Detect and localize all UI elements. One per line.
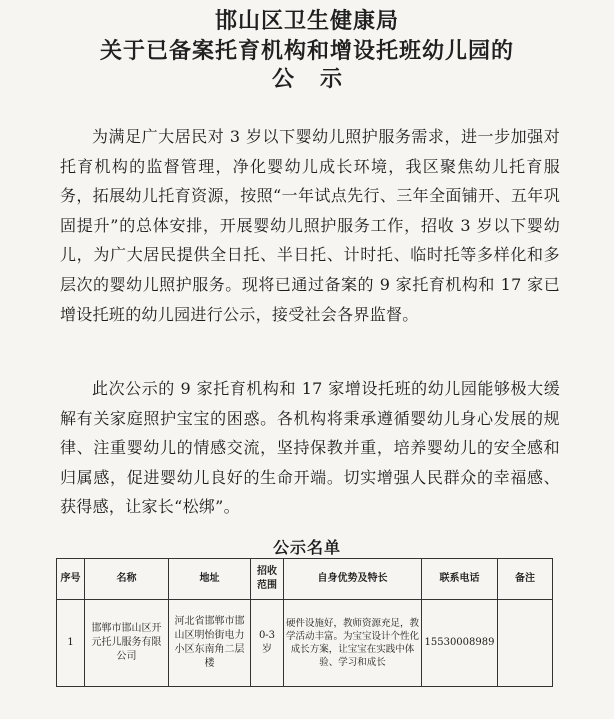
body-paragraph-2: 此次公示的 9 家托育机构和 17 家增设托班的幼儿园能够极大缓解有关家庭照护宝宝的困惑。各机构将秉承遵循婴幼儿身心发展的规律、注重婴幼儿的情感交流，坚持保教并重，培养婴幼儿的安全感和归属感，促进婴幼儿良好的生命开端。切实增强人民群众的幸福感、获得感，让家长“松绑”。 — [60, 379, 560, 517]
header-address: 地址 — [169, 559, 251, 600]
header-seq: 序号 — [57, 559, 85, 600]
list-title: 公示名单 — [272, 538, 341, 557]
header-remark: 备注 — [498, 559, 553, 600]
notice-title: 关于已备案托育机构和增设托班幼儿园的 — [99, 39, 514, 64]
cell-name: 邯郸市邯山区开元托儿服务有限公司 — [85, 600, 169, 687]
cell-features: 硬件设施好，教师资源充足，教学活动丰富。为宝宝设计个性化成长方案，让宝宝在实践中体验、学习和成长 — [284, 600, 422, 687]
table-row — [57, 600, 553, 687]
cell-seq: 1 — [57, 600, 85, 687]
header-name: 名称 — [85, 559, 169, 600]
header-phone: 联系电话 — [422, 559, 498, 600]
body-paragraph-1: 为满足广大居民对 3 岁以下婴幼儿照护服务需求，进一步加强对托育机构的监督管理，净化婴幼儿成长环境，我区聚焦幼儿托育服务，拓展幼儿托育资源，按照“一年试点先行、三年全面铺开、五年巩固提升”的总体安排，开展婴幼儿照护服务工作，招收 3 岁以下婴幼儿，为广大居民提供全日托、半日托、计时托、临时托等多样化和多层次的婴幼儿照护服务。现将已通过备案的 9 家托育机构和 17 家已增设托班的幼儿园进行公示，接受社会各界监督。 — [60, 127, 560, 324]
cell-phone: 15530008989 — [422, 600, 498, 687]
issuer-title: 邯山区卫生健康局 — [214, 9, 399, 34]
notice-title-suffix: 公示 — [271, 67, 368, 92]
cell-remark — [498, 600, 553, 687]
table-header-row — [57, 559, 553, 600]
header-features: 自身优势及特长 — [284, 559, 422, 600]
cell-range: 0-3 岁 — [251, 600, 284, 687]
notice-list-table — [56, 558, 553, 687]
header-range: 招收范围 — [251, 559, 284, 600]
cell-address: 河北省邯郸市邯山区明怡街电力小区东南角二层楼 — [169, 600, 251, 687]
